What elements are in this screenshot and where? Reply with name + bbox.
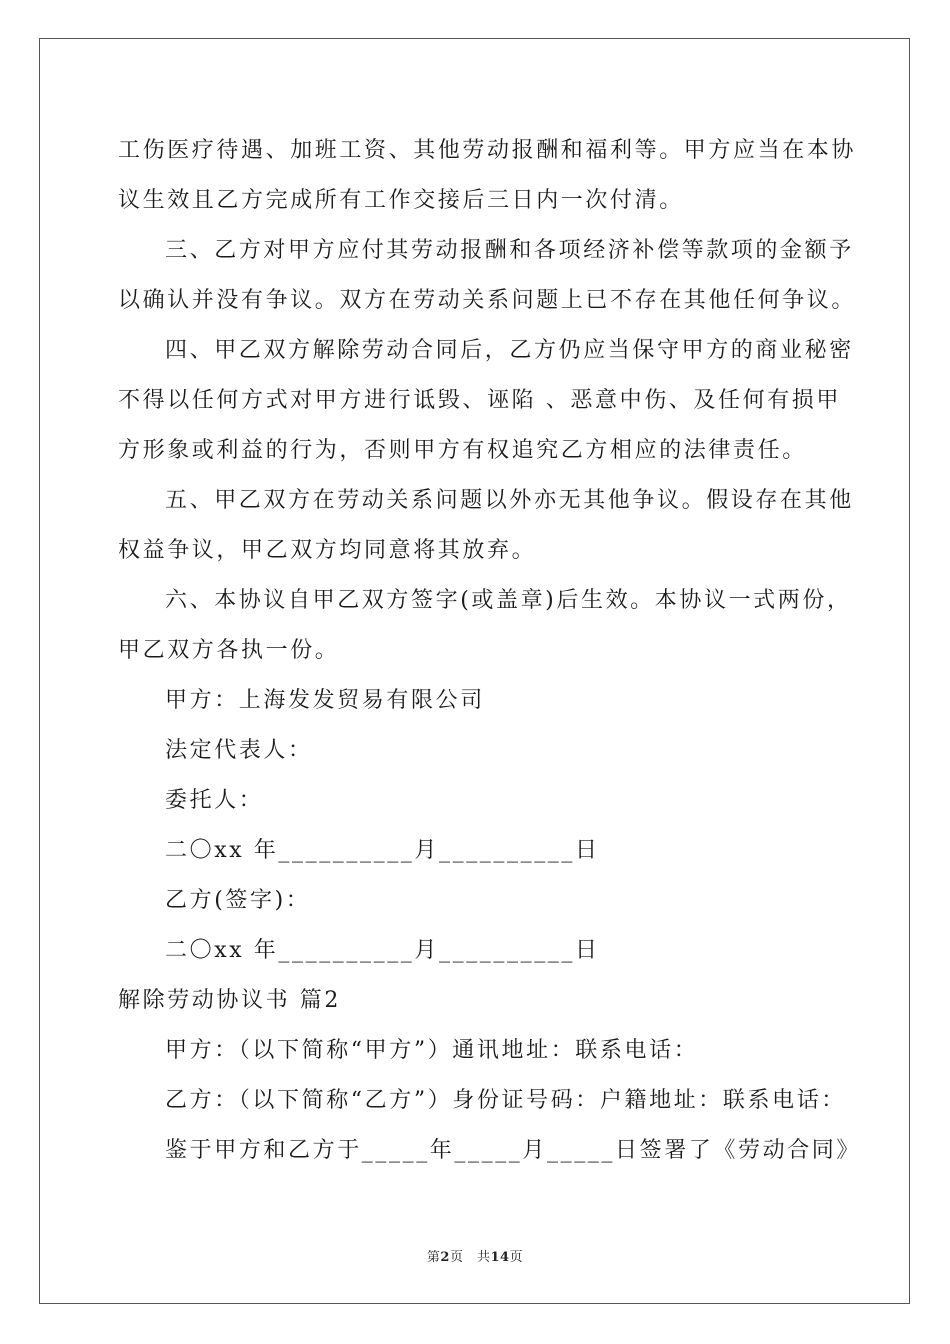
footer-mid: 页 共 [449, 1250, 491, 1265]
paragraph-line: 六、本协议自甲乙双方签字(或盖章)后生效。本协议一式两份， [165, 588, 852, 613]
paragraph-line: 四、甲乙双方解除劳动合同后，乙方仍应当保守甲方的商业秘密 [165, 338, 854, 363]
paragraph-line: 议生效且乙方完成所有工作交接后三日内一次付清。 [118, 188, 684, 213]
page-footer [0, 1246, 950, 1265]
page-total: 14 [490, 1250, 510, 1265]
paragraph-line: 甲方：（以下简称“甲方”）通讯地址：联系电话： [165, 1038, 699, 1063]
paragraph-line: 不得以任何方式对甲方进行诋毁、诬陷 、恶意中伤、及任何有损甲 [118, 388, 841, 413]
party-b-signature-line: 乙方(签字)： [165, 888, 311, 913]
paragraph-line: 权益争议，甲乙双方均同意将其放弃。 [118, 538, 537, 563]
paragraph-line: 乙方：（以下简称“乙方”）身份证号码：户籍地址：联系电话： [165, 1088, 846, 1113]
paragraph-line: 以确认并没有争议。双方在劳动关系问题上已不存在其他任何争议。 [118, 288, 857, 313]
footer-suffix: 页 [509, 1250, 524, 1265]
paragraph-line: 鉴于甲方和乙方于_____年_____月_____日签署了《劳动合同》 [165, 1138, 862, 1163]
page-number: 2 [440, 1250, 450, 1265]
agent-line: 委托人： [165, 788, 264, 813]
legal-rep-line: 法定代表人： [165, 738, 313, 763]
paragraph-line: 方形象或利益的行为，否则甲方有权追究乙方相应的法律责任。 [118, 438, 807, 463]
section-heading: 解除劳动协议书 篇2 [118, 988, 341, 1013]
date-line: 二〇xx 年__________月__________日 [165, 838, 600, 863]
footer-prefix: 第 [426, 1250, 441, 1265]
party-a-line: 甲方：上海发发贸易有限公司 [165, 688, 485, 713]
date-line: 二〇xx 年__________月__________日 [165, 938, 600, 963]
paragraph-line: 甲乙双方各执一份。 [118, 638, 340, 663]
paragraph-line: 工伤医疗待遇、加班工资、其他劳动报酬和福利等。甲方应当在本协 [118, 138, 857, 163]
paragraph-line: 三、乙方对甲方应付其劳动报酬和各项经济补偿等款项的金额予 [165, 238, 854, 263]
paragraph-line: 五、甲乙双方在劳动关系问题以外亦无其他争议。假设存在其他 [165, 488, 854, 513]
